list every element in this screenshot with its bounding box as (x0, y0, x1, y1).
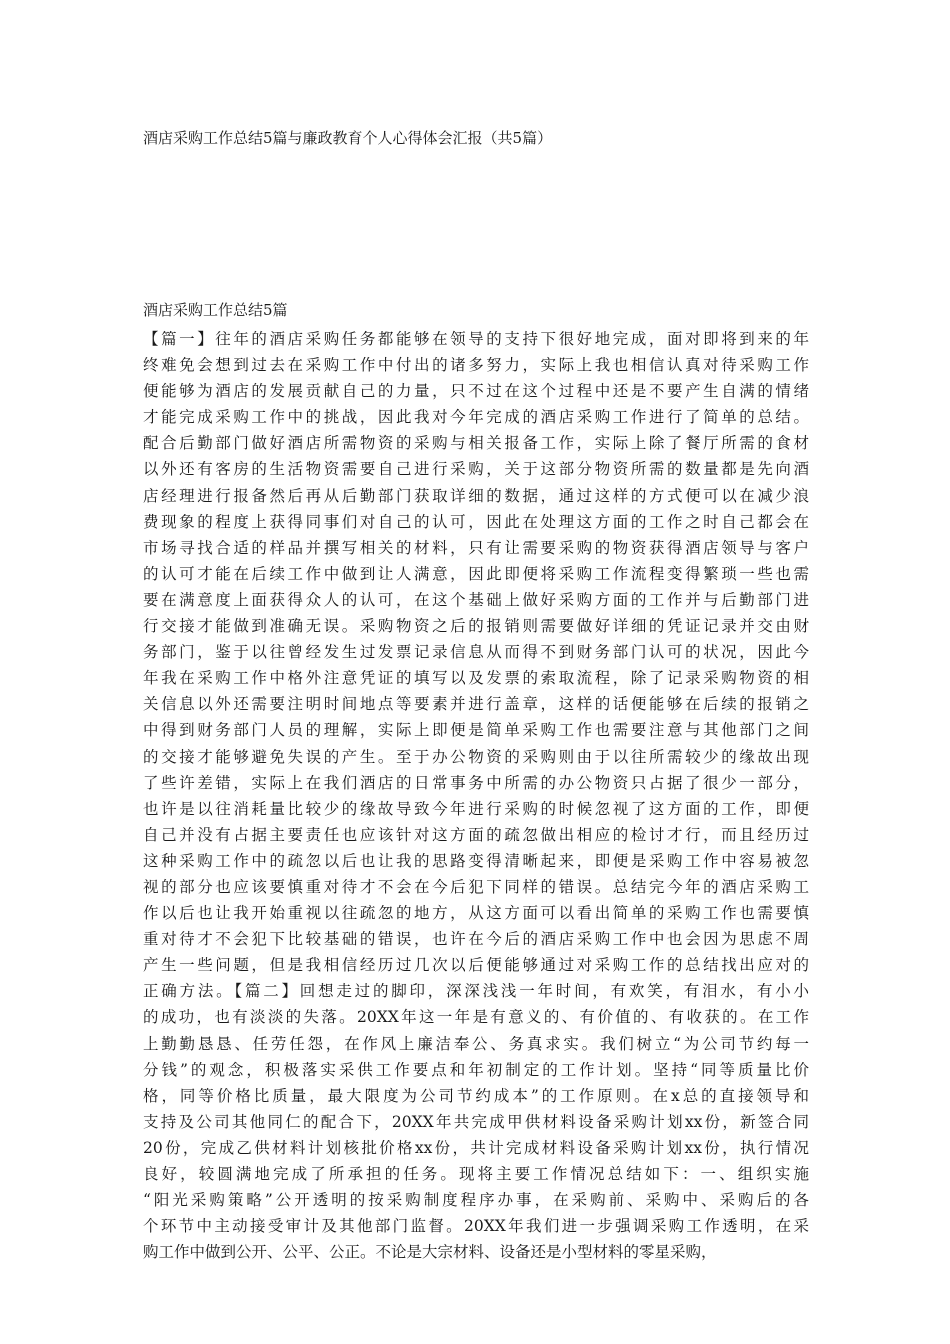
document-title: 酒店采购工作总结5篇与廉政教育个人心得体会汇报（共5篇） (143, 129, 553, 147)
section-heading: 酒店采购工作总结5篇 (143, 301, 288, 319)
body-text (143, 326, 809, 1265)
body-line: 自己并没有占据主要责任也应该针对这方面的疏忽做出相应的检讨才行，而且经历过 (143, 825, 809, 844)
body-line: 产生一些问题，但是我相信经历过几次以后便能够通过对采购工作的总结找出应对的 (143, 956, 809, 975)
body-line: 便能够为酒店的发展贡献自己的力量，只不过在这个过程中还是不要产生自满的情绪 (143, 382, 809, 401)
body-line: 的交接才能够避免失误的产生。至于办公物资的采购则由于以往所需较少的缘故出现 (143, 747, 809, 766)
body-line: 的成功，也有淡淡的失落。20XX年这一年是有意义的、有价值的、有收获的。在工作 (143, 1008, 809, 1027)
body-line: 以外还有客房的生活物资需要自己进行采购，关于这部分物资所需的数量都是先向酒 (143, 460, 809, 479)
body-line: 市场寻找合适的样品并撰写相关的材料，只有让需要采购的物资获得酒店领导与客户 (143, 538, 809, 557)
body-line: 良好，较圆满地完成了所承担的任务。现将主要工作情况总结如下：一、组织实施 (143, 1165, 809, 1183)
body-line: 正确方法。【篇二】回想走过的脚印，深深浅浅一年时间，有欢笑，有泪水，有小小 (143, 982, 809, 1001)
body-line: 个环节中主动接受审计及其他部门监督。20XX年我们进一步强调采购工作透明，在采 (143, 1217, 809, 1236)
body-line: 重对待才不会犯下比较基础的错误，也许在今后的酒店采购工作中也会因为思虑不周 (143, 930, 809, 949)
body-line: 要在满意度上面获得众人的认可，在这个基础上做好采购方面的工作并与后勤部门进 (143, 590, 809, 609)
body-line: 分钱”的观念，积极落实采供工作要点和年初制定的工作计划。坚持“同等质量比价 (143, 1060, 809, 1079)
body-line: 年我在采购工作中格外注意凭证的填写以及发票的索取流程，除了记录采购物资的相 (143, 669, 809, 688)
body-line: 中得到财务部门人员的理解，实际上即便是简单采购工作也需要注意与其他部门之间 (143, 721, 809, 740)
body-line: 了些许差错，实际上在我们酒店的日常事务中所需的办公物资只占据了很少一部分， (143, 773, 809, 792)
body-line: 20份，完成乙供材料计划核批价格xx份，共计完成材料设备采购计划xx份，执行情况 (143, 1138, 809, 1157)
body-line: 的认可才能在后续工作中做到让人满意，因此即便将采购工作流程变得繁琐一些也需 (143, 564, 809, 583)
body-line: 购工作中做到公开、公平、公正。不论是大宗材料、设备还是小型材料的零星采购， (143, 1243, 717, 1262)
body-line: 【篇一】往年的酒店采购任务都能够在领导的支持下很好地完成，面对即将到来的年 (143, 330, 809, 348)
body-line: 支持及公司其他同仁的配合下，20XX年共完成甲供材料设备采购计划xx份，新签合同 (143, 1112, 809, 1131)
body-line: 作以后也让我开始重视以往疏忽的地方，从这方面可以看出简单的采购工作也需要慎 (143, 904, 809, 923)
body-line: 行交接才能做到准确无误。采购物资之后的报销则需要做好详细的凭证记录并交由财 (143, 617, 809, 636)
body-line: 配合后勤部门做好酒店所需物资的采购与相关报备工作，实际上除了餐厅所需的食材 (143, 434, 809, 453)
body-line: 终难免会想到过去在采购工作中付出的诸多努力，实际上我也相信认真对待采购工作 (143, 356, 809, 375)
body-line: 费现象的程度上获得同事们对自己的认可，因此在处理这方面的工作之时自己都会在 (143, 512, 809, 531)
body-line: 上勤勤恳恳、任劳任怨，在作风上廉洁奉公、务真求实。我们树立“为公司节约每一 (143, 1034, 809, 1053)
body-line: 务部门，鉴于以往曾经发生过发票记录信息从而得不到财务部门认可的状况，因此今 (143, 643, 809, 662)
body-line: 格，同等价格比质量，最大限度为公司节约成本”的工作原则。在x总的直接领导和 (143, 1086, 809, 1105)
body-line: “阳光采购策略”公开透明的按采购制度程序办事，在采购前、采购中、采购后的各 (143, 1191, 809, 1210)
body-line: 店经理进行报备然后再从后勤部门获取详细的数据，通过这样的方式便可以在减少浪 (143, 486, 809, 505)
body-line: 才能完成采购工作中的挑战，因此我对今年完成的酒店采购工作进行了简单的总结。 (143, 408, 809, 427)
body-line: 视的部分也应该要慎重对待才不会在今后犯下同样的错误。总结完今年的酒店采购工 (143, 877, 809, 896)
body-line: 关信息以外还需要注明时间地点等要素并进行盖章，这样的话便能够在后续的报销之 (143, 695, 809, 714)
body-line: 这种采购工作中的疏忽以后也让我的思路变得清晰起来，即便是采购工作中容易被忽 (143, 851, 809, 870)
body-line: 也许是以往消耗量比较少的缘故导致今年进行采购的时候忽视了这方面的工作，即便 (143, 799, 809, 818)
